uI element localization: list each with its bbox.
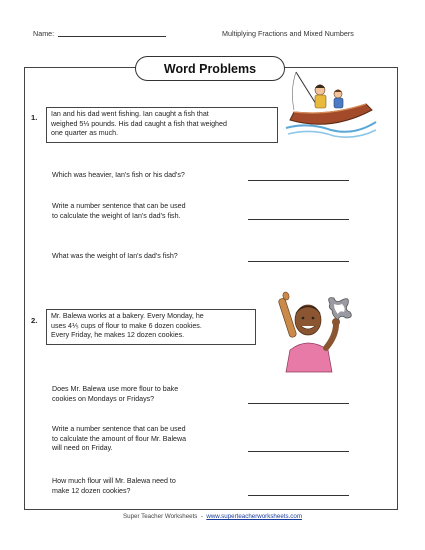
problem-1-answer-line-3[interactable]	[248, 261, 349, 262]
footer	[0, 513, 425, 520]
baker-illustration	[270, 292, 360, 372]
problem-2-prompt-box	[46, 309, 256, 345]
problem-2-answer-line-2[interactable]	[248, 451, 349, 452]
problem-2-answer-line-3[interactable]	[248, 495, 349, 496]
problem-1-question-2	[52, 202, 186, 221]
question-line: How much flour will Mr. Balewa need to	[52, 477, 176, 485]
problem-2-prompt-line: Every Friday, he makes 12 dozen cookies.	[51, 331, 185, 340]
problem-1-question-1	[52, 171, 185, 181]
footer-separator: -	[200, 513, 203, 520]
question-line: to calculate the amount of flour Mr. Balewa	[52, 434, 187, 443]
problem-2-prompt-line: uses 4⅕ cups of flour to make 6 dozen cookies.	[51, 321, 202, 330]
question-line: will need on Friday.	[52, 444, 113, 453]
question-line: Write a number sentence that can be used	[52, 425, 186, 433]
problem-1-number: 1.	[31, 113, 38, 122]
problem-1-answer-line-1[interactable]	[248, 180, 349, 181]
problem-1-answer-line-2[interactable]	[248, 219, 349, 220]
problem-2-prompt-line: Mr. Balewa works at a bakery. Every Monday, he	[51, 312, 204, 320]
name-answer-line[interactable]	[58, 36, 166, 37]
problem-2-question-3	[52, 477, 176, 496]
problem-2-question-2	[52, 425, 186, 454]
problem-1-prompt-line: Ian and his dad went fishing. Ian caught a fish that	[51, 110, 209, 118]
question-line: to calculate the weight of Ian's dad's fish.	[52, 211, 181, 220]
footer-site-name: Super Teacher Worksheets	[123, 513, 198, 520]
question-line: Which was heavier, Ian's fish or his dad's?	[52, 171, 185, 179]
question-line: Does Mr. Balewa use more flour to bake	[52, 385, 179, 393]
problem-2-answer-line-1[interactable]	[248, 403, 349, 404]
name-label: Name:	[33, 29, 55, 38]
question-line: What was the weight of Ian's dad's fish?	[52, 252, 178, 260]
problem-2-question-1	[52, 385, 178, 404]
worksheet-title: Multiplying Fractions and Mixed Numbers	[222, 29, 354, 38]
question-line: Write a number sentence that can be used	[52, 202, 186, 210]
question-line: make 12 dozen cookies?	[52, 486, 131, 495]
problem-1-prompt-line: one quarter as much.	[51, 129, 119, 138]
problem-1-prompt-line: weighed 5⅓ pounds. His dad caught a fish that weighed	[51, 119, 227, 128]
problem-1-question-3	[52, 252, 178, 262]
problem-2-number: 2.	[31, 316, 38, 325]
question-line: cookies on Mondays or Fridays?	[52, 394, 155, 403]
fishing-boat-illustration	[286, 70, 376, 140]
page-title: Word Problems	[135, 56, 285, 81]
problem-1-prompt-box	[46, 107, 278, 143]
footer-url-link[interactable]: www.superteacherworksheets.com	[206, 513, 302, 520]
